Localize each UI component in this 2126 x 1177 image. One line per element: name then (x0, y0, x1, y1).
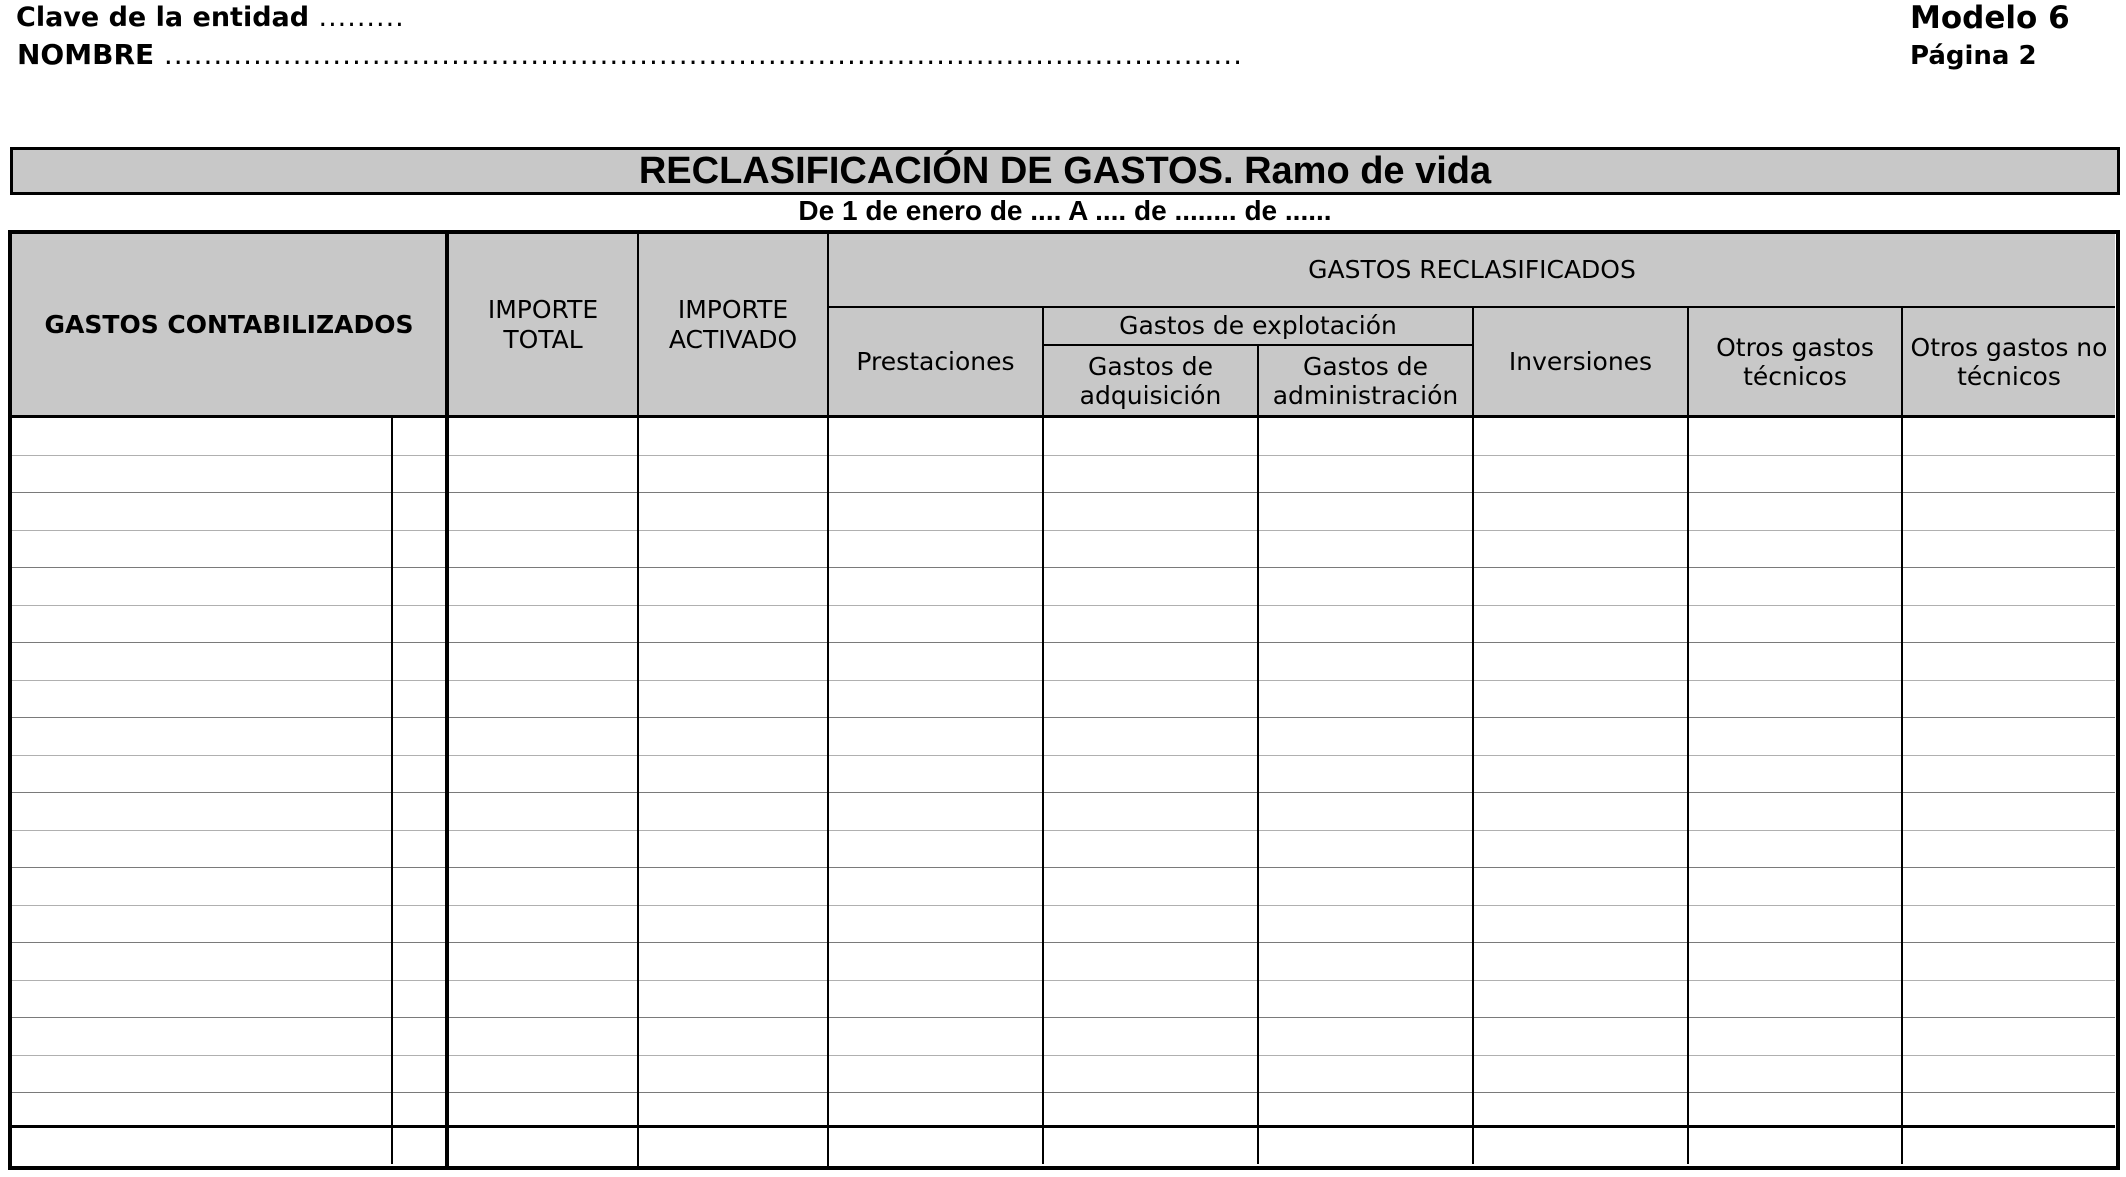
header-prestaciones: Prestaciones (856, 347, 1015, 377)
page-title: RECLASIFICACIÓN DE GASTOS. Ramo de vida (638, 150, 1492, 192)
header-otros-gastos-tecnicos: Otros gastos técnicos (1716, 332, 1874, 391)
header-gastos-adquisicion: Gastos de adquisición (1079, 351, 1222, 410)
header-gastos-reclasificados: GASTOS RECLASIFICADOS (1308, 254, 1636, 284)
pagina-label: Página 2 (1910, 41, 2037, 71)
clave-entidad-field[interactable]: ......... (318, 2, 405, 33)
nombre-field[interactable]: ............................................................................................................. (163, 38, 1244, 71)
header-importe-activado: IMPORTE ACTIVADO (668, 295, 798, 354)
table-border (8, 230, 2120, 1170)
modelo-label: Modelo 6 (1910, 0, 2070, 36)
header-gastos-contabilizados: GASTOS CONTABILIZADOS (44, 309, 414, 339)
period-subtitle: De 1 de enero de .... A .... de ........ de ...... (798, 195, 1332, 226)
header-otros-gastos-no-tecnicos: Otros gastos no técnicos (1910, 332, 2108, 391)
header-importe-total: IMPORTE TOTAL (487, 295, 599, 354)
header-gastos-explotacion: Gastos de explotación (1119, 311, 1397, 341)
header-inversiones: Inversiones (1508, 347, 1653, 377)
nombre-label: NOMBRE ............................................................................................................. (17, 38, 1244, 71)
header-gastos-administracion: Gastos de administración (1272, 351, 1459, 410)
clave-entidad-label: Clave de la entidad ......... (16, 2, 405, 33)
